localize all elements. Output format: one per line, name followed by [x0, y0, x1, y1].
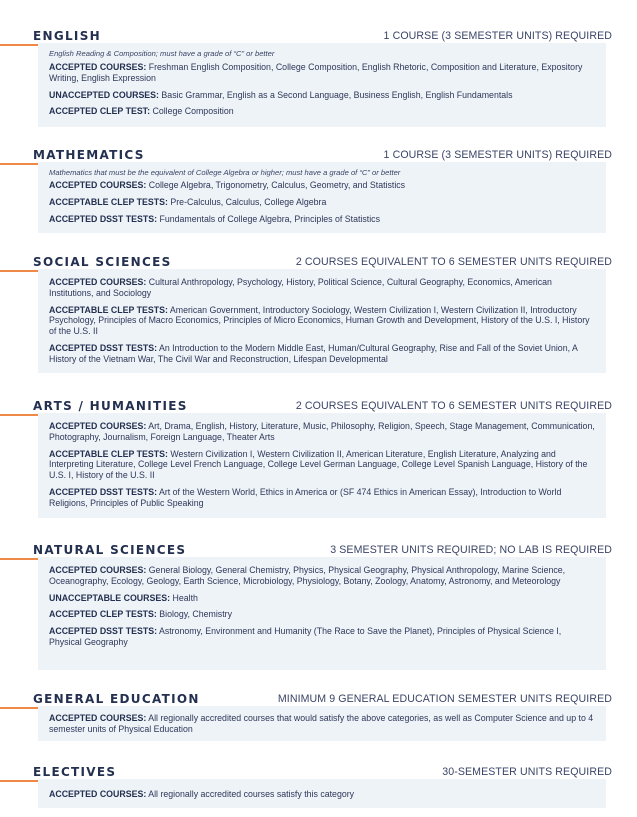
section-english: [0, 29, 637, 117]
detail-item: [49, 197, 596, 208]
detail-item: [49, 713, 596, 735]
detail-label: ACCEPTED CLEP TESTS:: [49, 609, 157, 620]
section-requirement: 2 COURSES EQUIVALENT TO 6 SEMESTER UNITS REQUIRED: [295, 256, 612, 268]
detail-item: [49, 214, 596, 225]
section-requirement: MINIMUM 9 GENERAL EDUCATION SEMESTER UNITS REQUIRED: [277, 693, 612, 705]
detail-item: [49, 593, 596, 604]
detail-label: ACCEPTED COURSES:: [49, 789, 147, 799]
section-arts-humanities: [0, 399, 637, 508]
detail-label: ACCEPTABLE CLEP TESTS:: [49, 448, 168, 459]
detail-text: Western Civilization I, Western Civilization II, American Literature, English Literature, Analyzing and Interpreting Literature, College Level French Language, College Level German Language, College Level Spanish Language, History of the U.S. I, History of the U.S. II: [49, 448, 588, 481]
section-note: Mathematics that must be the equivalent of College Algebra or higher; must have a grade of “C” or better: [49, 168, 401, 177]
section-social-sciences: [0, 255, 637, 364]
section-requirement: 1 COURSE (3 SEMESTER UNITS) REQUIRED: [383, 149, 612, 161]
section-header: [0, 148, 637, 162]
section-requirement: 3 SEMESTER UNITS REQUIRED; NO LAB IS REQUIRED: [330, 544, 612, 556]
detail-label: ACCEPTED COURSES:: [49, 421, 147, 431]
detail-item: [49, 789, 596, 800]
section-details: [38, 557, 606, 670]
section-details: [38, 162, 606, 233]
detail-label: ACCEPTED CLEP TEST:: [49, 106, 151, 117]
detail-text: All regionally accredited courses satisfy this category: [146, 789, 355, 799]
detail-label: ACCEPTED DSST TESTS:: [49, 626, 158, 637]
section-details: [38, 43, 606, 127]
detail-text: Biology, Chemistry: [156, 609, 232, 620]
detail-text: Art, Drama, English, History, Literature, Music, Philosophy, Religion, Speech, Stage Management, Communication, Photography, Journalism, Foreign Language, Theater Arts: [49, 421, 595, 442]
section-title: SOCIAL SCIENCES: [33, 255, 172, 269]
detail-text: Basic Grammar, English as a Second Language, Business English, English Fundamentals: [158, 89, 513, 100]
detail-label: ACCEPTED COURSES:: [49, 713, 147, 723]
detail-label: ACCEPTED COURSES:: [49, 180, 147, 190]
detail-text: Astronomy, Environment and Humanity (The Race to Save the Planet), Principles of Physical Science I, Physical Geography: [49, 626, 562, 647]
detail-item: [49, 449, 596, 481]
detail-text: Pre-Calculus, Calculus, College Algebra: [167, 196, 327, 207]
detail-text: General Biology, General Chemistry, Physics, Physical Geography, Physical Anthropology, Marine Science, Oceanography, Ecology, Geology, Earth Science, Microbiology, Physiology, Botany, Zoology, Anatomy, Astronomy, and Meteorology: [49, 565, 566, 586]
section-title: NATURAL SCIENCES: [33, 543, 187, 557]
section-header: [0, 29, 637, 43]
section-title: MATHEMATICS: [33, 148, 145, 162]
section-requirement: 1 COURSE (3 SEMESTER UNITS) REQUIRED: [383, 30, 612, 42]
detail-text: Fundamentals of College Algebra, Principles of Statistics: [157, 213, 380, 224]
section-natural-sciences: [0, 543, 637, 647]
detail-item: [49, 180, 596, 191]
section-requirement: 30-SEMESTER UNITS REQUIRED: [442, 766, 612, 778]
section-details: [38, 779, 606, 808]
detail-item: [49, 343, 596, 365]
section-details: [38, 269, 606, 373]
detail-item: [49, 277, 596, 299]
detail-item: [49, 626, 596, 648]
detail-item: [49, 305, 596, 337]
section-header: [0, 399, 637, 413]
detail-label: ACCEPTABLE CLEP TESTS:: [49, 304, 168, 315]
detail-label: ACCEPTED DSST TESTS:: [49, 486, 158, 497]
detail-text: Health: [170, 592, 198, 603]
detail-text: College Algebra, Trigonometry, Calculus, Geometry, and Statistics: [146, 180, 406, 190]
detail-item: [49, 62, 596, 84]
section-title: GENERAL EDUCATION: [33, 692, 200, 706]
detail-text: Cultural Anthropology, Psychology, History, Political Science, Cultural Geography, Economics, American Institutions, and Sociology: [49, 277, 552, 298]
detail-text: An Introduction to the Modern Middle East, Human/Cultural Geography, Rise and Fall of the Soviet Union, A History of the Vietnam War, The Civil War and Reconstruction, Lifespan Developmental: [49, 342, 578, 364]
detail-label: ACCEPTED COURSES:: [49, 565, 147, 575]
detail-text: American Government, Introductory Sociology, Western Civilization I, Western Civilization II, Introductory Psychology, Principles of Macro Economics, Principles of Micro Economics, Human Growth and Development, History of the U.S. I, History of the U.S. II: [49, 304, 590, 337]
detail-label: UNACCEPTABLE COURSES:: [49, 592, 171, 603]
section-header: [0, 765, 637, 779]
section-header: [0, 692, 637, 706]
detail-label: ACCEPTABLE CLEP TESTS:: [49, 196, 168, 207]
detail-item: [49, 487, 596, 509]
section-details: [38, 706, 606, 741]
detail-label: ACCEPTED DSST TESTS:: [49, 213, 158, 224]
detail-item: [49, 609, 596, 620]
section-general-education: [0, 692, 637, 734]
detail-label: UNACCEPTED COURSES:: [49, 89, 159, 100]
section-title: ENGLISH: [33, 29, 101, 43]
detail-item: [49, 421, 596, 443]
section-requirement: 2 COURSES EQUIVALENT TO 6 SEMESTER UNITS REQUIRED: [295, 400, 612, 412]
section-title: ELECTIVES: [33, 765, 117, 779]
detail-text: Freshman English Composition, College Composition, English Rhetoric, Composition and Literature, Expository Writing, English Expression: [49, 62, 583, 83]
detail-text: All regionally accredited courses that would satisfy the above categories, as well as Computer Science and up to 4 semester units of Physical Education: [49, 713, 594, 734]
detail-text: College Composition: [150, 106, 234, 117]
section-details: [38, 413, 606, 518]
detail-label: ACCEPTED DSST TESTS:: [49, 342, 158, 353]
section-title: ARTS / HUMANITIES: [33, 399, 188, 413]
detail-label: ACCEPTED COURSES:: [49, 277, 147, 287]
section-header: [0, 543, 637, 557]
section-header: [0, 255, 637, 269]
section-note: English Reading & Composition; must have a grade of “C” or better: [49, 49, 275, 58]
detail-item: [49, 90, 596, 101]
detail-item: [49, 106, 596, 117]
detail-text: Art of the Western World, Ethics in America or (SF 474 Ethics in American Essay), Introduction to World Religions, Principles of Public Speaking: [49, 486, 562, 508]
section-electives: [0, 765, 637, 799]
detail-item: [49, 565, 596, 587]
section-mathematics: [0, 148, 637, 224]
detail-label: ACCEPTED COURSES:: [49, 62, 147, 72]
